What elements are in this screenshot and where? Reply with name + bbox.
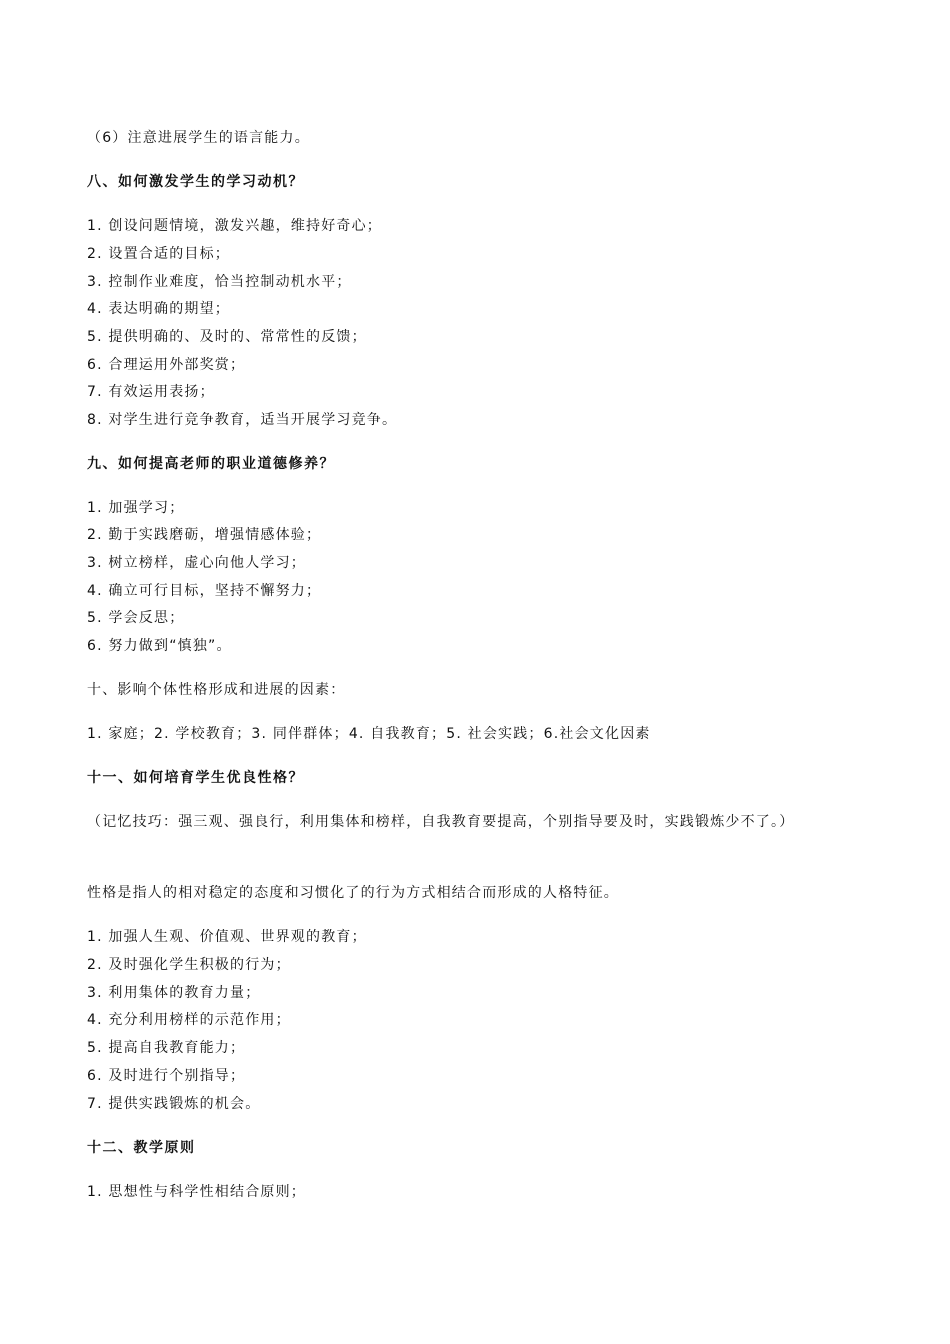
list-item: 4. 表达明确的期望； bbox=[87, 301, 231, 317]
section-10-heading: 十、影响个体性格形成和进展的因素： bbox=[87, 682, 346, 698]
memory-tip: （记忆技巧：强三观、强良行，利用集体和榜样，自我教育要提高，个别指导要及时，实践锻炼少不了。） bbox=[87, 814, 795, 830]
list-item: 5. 学会反思； bbox=[87, 610, 185, 626]
personality-definition: 性格是指人的相对稳定的态度和习惯化了的行为方式相结合而形成的人格特征。 bbox=[87, 885, 619, 901]
intro-line: （6）注意进展学生的语言能力。 bbox=[87, 130, 310, 146]
list-item: 6. 合理运用外部奖赏； bbox=[87, 357, 246, 373]
list-item: 2. 设置合适的目标； bbox=[87, 246, 231, 262]
list-item: 3. 树立榜样，虚心向他人学习； bbox=[87, 555, 307, 571]
list-item: 8. 对学生进行竞争教育，适当开展学习竞争。 bbox=[87, 412, 398, 428]
list-item: 1. 思想性与科学性相结合原则； bbox=[87, 1184, 307, 1200]
list-item: 4. 充分利用榜样的示范作用； bbox=[87, 1012, 291, 1028]
list-item: 5. 提供明确的、及时的、常常性的反馈； bbox=[87, 329, 367, 345]
section-10-factors: 1. 家庭；2. 学校教育；3. 同伴群体；4. 自我教育；5. 社会实践；6.社会文化因素 bbox=[87, 726, 651, 742]
list-item: 2. 勤于实践磨砺，增强情感体验； bbox=[87, 527, 322, 543]
section-9-heading: 九、如何提高老师的职业道德修养？ bbox=[87, 456, 335, 472]
list-item: 6. 努力做到“慎独”。 bbox=[87, 638, 232, 654]
list-item: 1. 加强人生观、价值观、世界观的教育； bbox=[87, 929, 367, 945]
list-item: 1. 加强学习； bbox=[87, 500, 185, 516]
section-8-heading: 八、如何激发学生的学习动机？ bbox=[87, 174, 304, 190]
list-item: 3. 利用集体的教育力量； bbox=[87, 985, 261, 1001]
list-item: 7. 提供实践锻炼的机会。 bbox=[87, 1096, 261, 1112]
list-item: 5. 提高自我教育能力； bbox=[87, 1040, 246, 1056]
list-item: 7. 有效运用表扬； bbox=[87, 384, 215, 400]
section-12-heading: 十二、教学原则 bbox=[87, 1140, 196, 1156]
list-item: 6. 及时进行个别指导； bbox=[87, 1068, 246, 1084]
list-item: 3. 控制作业难度，恰当控制动机水平； bbox=[87, 274, 352, 290]
list-item: 2. 及时强化学生积极的行为； bbox=[87, 957, 291, 973]
section-11-heading: 十一、如何培育学生优良性格？ bbox=[87, 770, 304, 786]
list-item: 4. 确立可行目标，坚持不懈努力； bbox=[87, 583, 322, 599]
list-item: 1. 创设问题情境，激发兴趣，维持好奇心； bbox=[87, 218, 383, 234]
